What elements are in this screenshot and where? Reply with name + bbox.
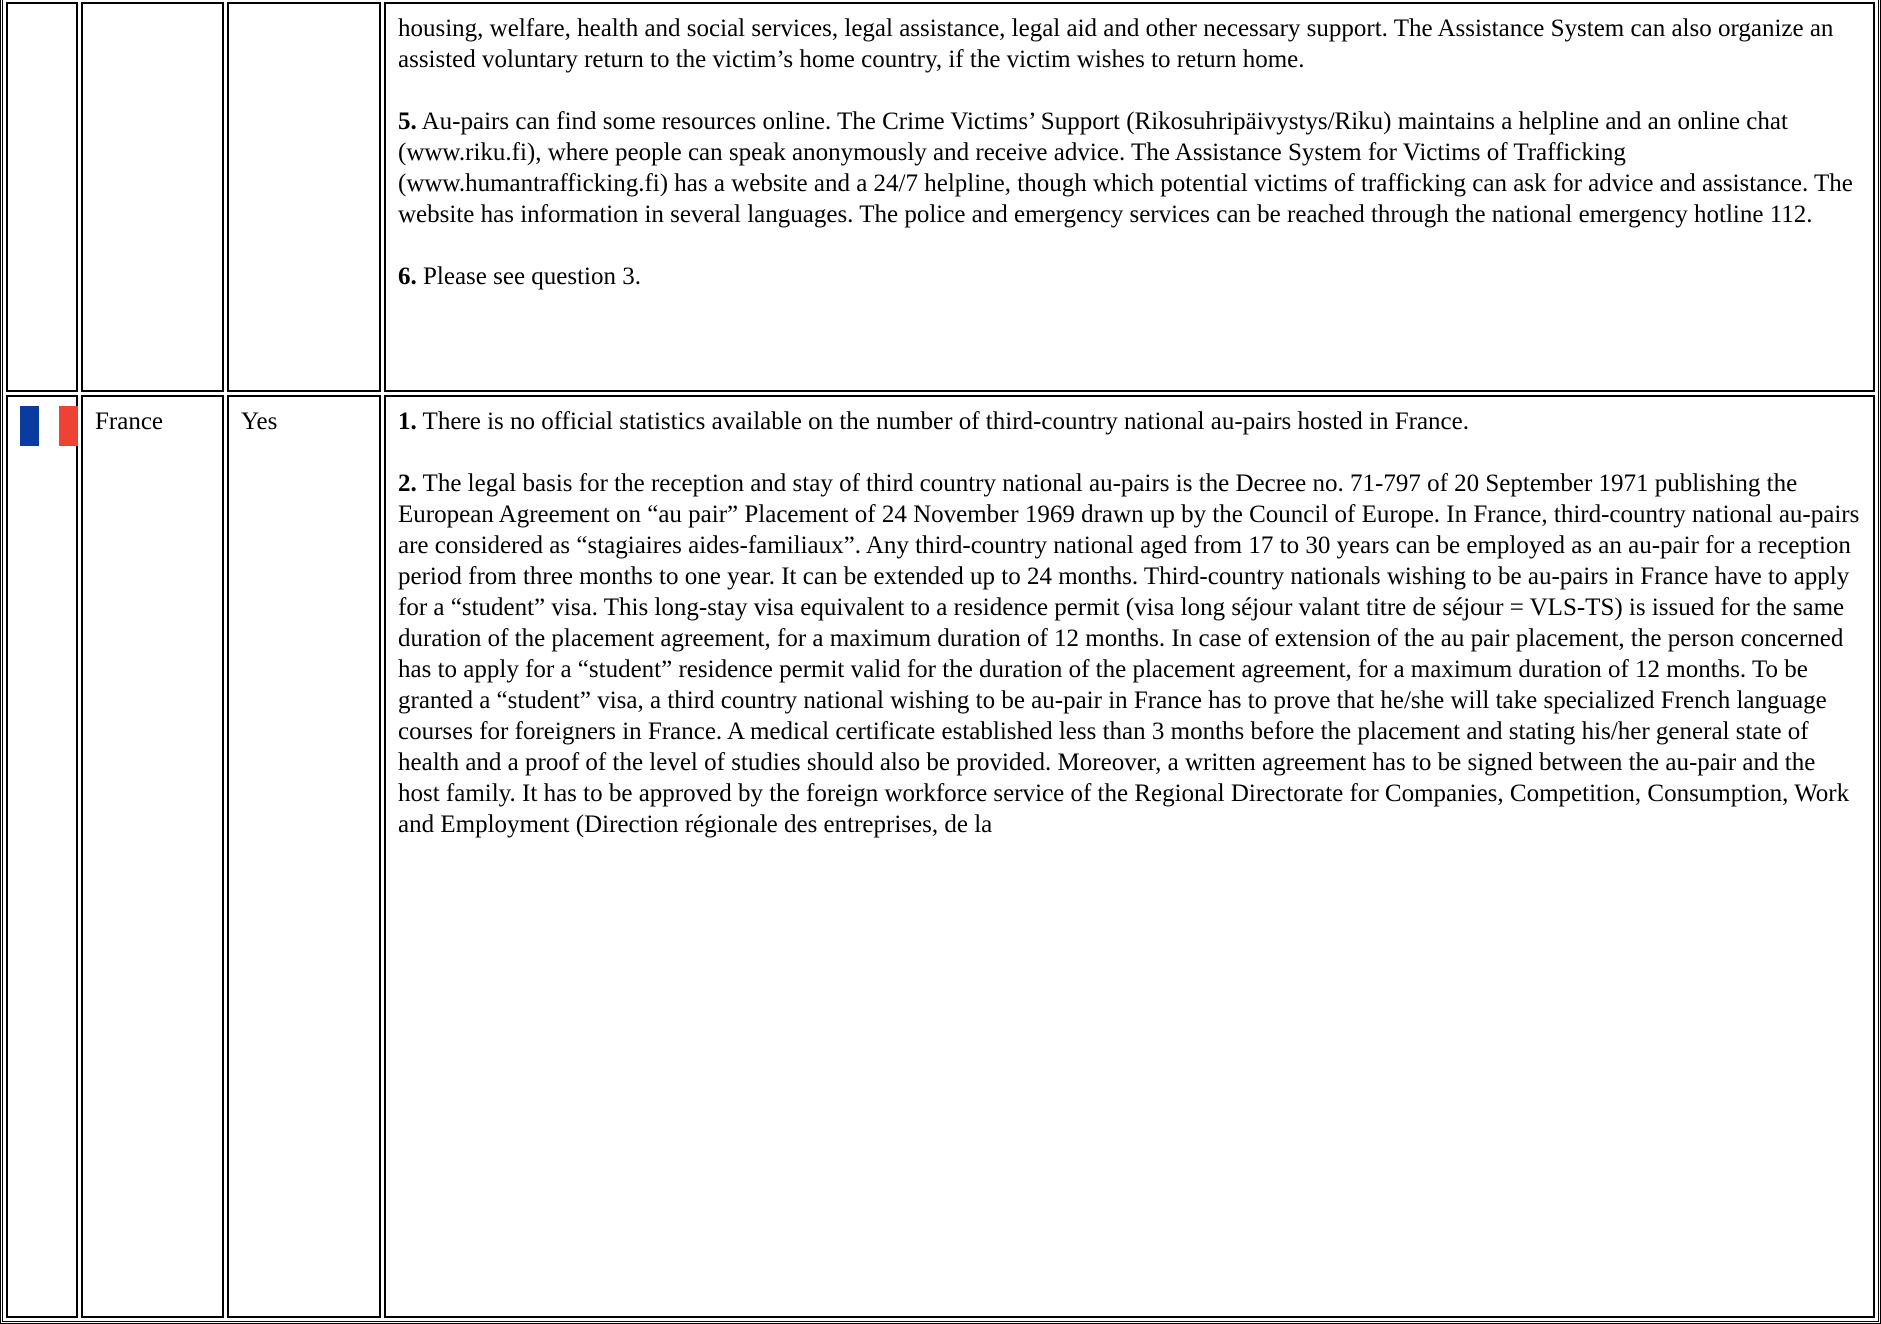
- flag-band-white: [39, 406, 58, 446]
- flag-cell: [6, 395, 78, 1318]
- status-cell: [227, 2, 381, 392]
- table-row-france: [6, 395, 1875, 1318]
- answer-text: housing, welfare, health and social services, legal assistance, legal aid and other necessary support. The Assistance System can also organize an assisted voluntary return to the victim’s home country, if the victim wishes to return home.: [398, 15, 1834, 73]
- answer-paragraph: [398, 261, 1861, 292]
- france-flag-icon: [20, 406, 78, 446]
- answer-number: 6.: [398, 263, 417, 290]
- answer-text: There is no official statistics available on the number of third-country national au-pairs hosted in France.: [416, 408, 1469, 435]
- answer-cell: [384, 2, 1875, 392]
- answer-paragraph: [398, 468, 1861, 840]
- answer-number: 2.: [398, 470, 417, 497]
- country-cell: [81, 2, 224, 392]
- flag-band-blue: [20, 406, 39, 446]
- answer-text: The legal basis for the reception and stay of third country national au-pairs is the Decree no. 71-797 of 20 September 1971 publishing the European Agreement on “au pair” Placement of 24 November 1969 drawn up by the Council of Europe. In France, third-country national au-pairs are considered as “stagiaires aides-familiaux”. Any third-country national aged from 17 to 30 years can be employed as an au-pair for a reception period from three months to one year. It can be extended up to 24 months. Third-country nationals wishing to be au-pairs in France have to apply for a “student” visa. This long-stay visa equivalent to a residence permit (visa long séjour valant titre de séjour = VLS-TS) is issued for the same duration of the placement agreement, for a maximum duration of 12 months. In case of extension of the au pair placement, the person concerned has to apply for a “student” residence permit valid for the duration of the placement agreement, for a maximum duration of 12 months. To be granted a “student” visa, a third country national wishing to be au-pair in France has to prove that he/she will take specialized French language courses for foreigners in France. A medical certificate established less than 3 months before the placement and stating his/her general state of health and a proof of the level of studies should also be provided. Moreover, a written agreement has to be signed between the au-pair and the host family. It has to be approved by the foreign workforce service of the Regional Directorate for Companies, Competition, Consumption, Work and Employment (Direction régionale des entreprises, de la: [398, 470, 1860, 838]
- flag-band-red: [59, 406, 78, 446]
- answer-paragraph: [398, 13, 1861, 75]
- status-cell: Yes: [227, 395, 381, 1318]
- answer-text: Au-pairs can find some resources online. The Crime Victims’ Support (Rikosuhripäivystys/Riku) maintains a helpline and an online chat (www.riku.fi), where people can speak anonymously and receive advice. The Assistance System for Victims of Trafficking (www.humantrafficking.fi) has a website and a 24/7 helpline, though which potential victims of trafficking can ask for advice and assistance. The website has information in several languages. The police and emergency services can be reached through the national emergency hotline 112.: [398, 108, 1853, 228]
- answer-text: Please see question 3.: [416, 263, 642, 290]
- answer-number: 5.: [398, 108, 417, 135]
- answer-paragraph: [398, 106, 1861, 230]
- answer-cell: [384, 395, 1875, 1318]
- flag-cell: [6, 2, 78, 392]
- table-row-finland-continued: [6, 2, 1875, 392]
- answer-paragraph: [398, 406, 1861, 437]
- country-cell: France: [81, 395, 224, 1318]
- answer-number: 1.: [398, 408, 417, 435]
